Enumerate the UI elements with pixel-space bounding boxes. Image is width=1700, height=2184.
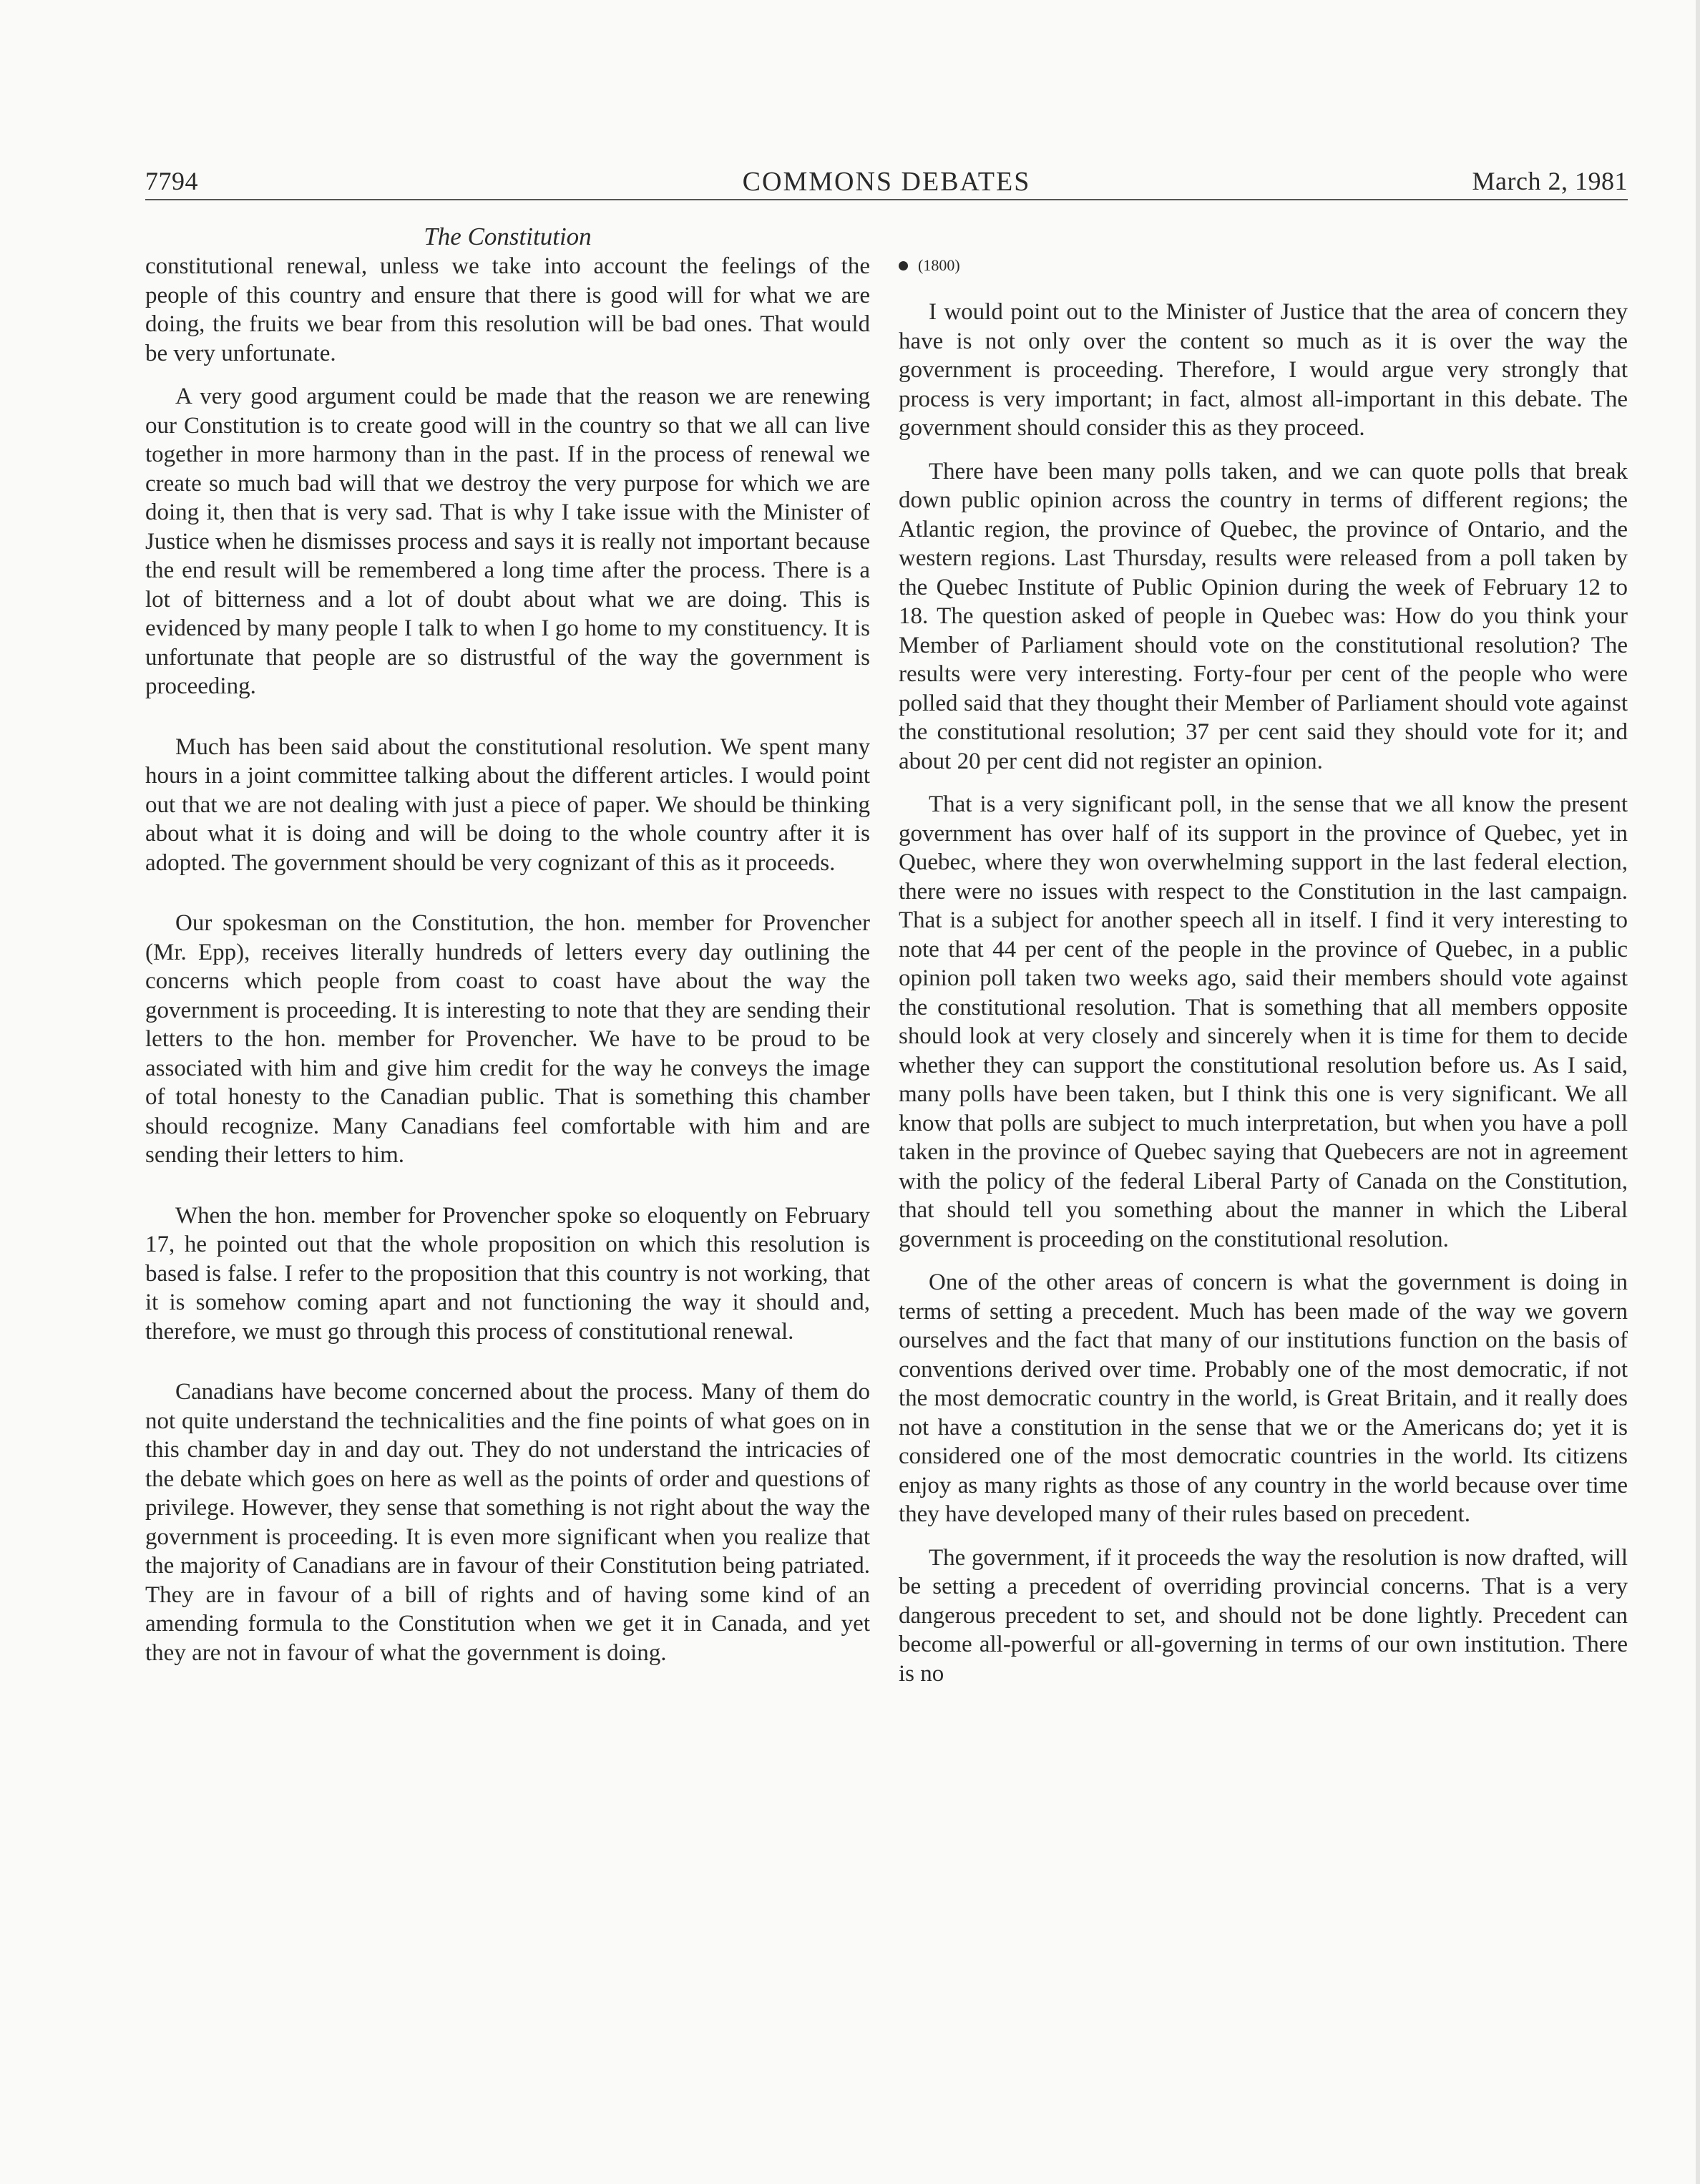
page-edge [1696, 0, 1700, 2184]
page-header [145, 162, 1628, 202]
publication-date: March 2, 1981 [1472, 167, 1628, 195]
paragraph: When the hon. member for Provencher spoke so eloquently on February 17, he pointed out that the whole proposition on which this resolution is based is false. I refer to the proposition that this country is not working, that it is somehow coming apart and not functioning the way it should and, therefore, we must go through this process of constitutional renewal. [145, 1202, 870, 1345]
paragraph: A very good argument could be made that the reason we are renewing our Constitution is to create good will in the country so that we all can live together in more harmony than in the past. If in the process of renewal we create so much bad will that we destroy the very purpose for which we are doing it, then that is very sad. That is why I take issue with the Minister of Justice when he dismisses process and says it is really not important because the end result will be remembered a long time after the process. There is a lot of bitterness and a lot of doubt about what we are doing. This is evidenced by many people I talk to when I go home to my constituency. It is unfortunate that people are so distrustful of the way the government is proceeding. [145, 384, 870, 699]
paragraph: Canadians have become concerned about the process. Many of them do not quite understand the technicalities and the fine points of what goes on in this chamber day in and day out. They do not understand the intricacies of the debate which goes on here as well as the points of order and questions of privilege. However, they sense that something is not right about the way the government is proceeding. It is even more significant when you realize that the majority of Canadians are in favour of their Constitution being patriated. They are in favour of a bill of rights and of having some kind of an amending formula to the Constitution when we get it in Canada, and yet they are not in favour of what the government is doing. [145, 1379, 870, 1666]
section-title: The Constitution [424, 223, 592, 250]
paragraph: Much has been said about the constitutional resolution. We spent many hours in a joint committee talking about the different articles. I would point out that we are not dealing with just a piece of paper. We should be thinking about what it is doing and will be doing to the whole country after it is adopted. The government should be very cognizant of this as it proceeds. [145, 733, 870, 876]
bullet-icon [899, 261, 908, 270]
time-marker [899, 255, 1628, 276]
right-column [899, 215, 1628, 1688]
paragraph: One of the other areas of concern is what the government is doing in terms of setting a precedent. Much has been made of the way we govern ourselves and the fact that many of our institutions function on the basis of conventions derived over time. Probably one of the most democratic, if not the most democratic country in the world, is Great Britain, and it really does not have a constitution in the sense that we or the Americans do; yet it is considered one of the most democratic countries in the world. Its citizens enjoy as many rights as those of any country in the world because over time they have developed many of their rules based on precedent. [899, 1269, 1628, 1527]
time-marker-text: (1800) [918, 256, 960, 274]
paragraph: constitutional renewal, unless we take into account the feelings of the people of this country and ensure that there is good will for what we are doing, the fruits we bear from this resolution will be bad ones. That would be very unfortunate. [145, 253, 870, 366]
paragraph: The government, if it proceeds the way the resolution is now drafted, will be setting a precedent of overriding provincial concerns. That is a very dangerous precedent to set, and should not be done lightly. Precedent can become all-powerful or all-governing in terms of our own institution. There is no [899, 1544, 1628, 1687]
paragraph: That is a very significant poll, in the sense that we all know the present government has over half of its support in the province of Quebec, yet in Quebec, where they won overwhelming support in the last federal election, there were no issues with respect to the Constitution in the last campaign. That is a subject for another speech all in itself. I find it very interesting to note that 44 per cent of the people in the province of Quebec, in a public opinion poll taken two weeks ago, said their members should vote against the constitutional resolution. That is something that all members opposite should look at very closely and sincerely when it is time for them to decide whether they can support the constitutional resolution before us. As I said, many polls have been taken, but I think this one is very significant. We all know that polls are subject to much interpretation, but when you have a poll taken in the province of Quebec saying that Quebecers are not in agreement with the policy of the federal Liberal Party of Canada on the Constitution, that should tell you something about the manner in which the Liberal government is proceeding on the constitutional resolution. [899, 791, 1628, 1252]
paragraph: There have been many polls taken, and we can quote polls that break down public opinion across the country in terms of different regions; the Atlantic region, the province of Quebec, the province of Ontario, and the western regions. Last Thursday, results were released from a poll taken by the Quebec Institute of Public Opinion during the week of February 12 to 18. The question asked of people in Quebec was: How do you think your Member of Parliament should vote on the constitutional resolution? The results were very interesting. Forty-four per cent of the people who were polled said that they thought their Member of Parliament should vote against the constitutional resolution; 37 per cent said they should vote for it; and about 20 per cent did not register an opinion. [899, 458, 1628, 774]
paragraph: Our spokesman on the Constitution, the hon. member for Provencher (Mr. Epp), receives literally hundreds of letters every day outlining the concerns which people from coast to coast have about the way the government is proceeding. It is interesting to note that they are sending their letters to the hon. member for Provencher. We have to be proud to be associated with him and give him credit for the way he conveys the image of total honesty to the Canadian public. That is something this chamber should recognize. Many Canadians feel comfortable with him and are sending their letters to him. [145, 910, 870, 1168]
header-rule [145, 199, 1628, 200]
left-column [145, 215, 870, 1667]
page-number: 7794 [145, 167, 198, 195]
publication-title: COMMONS DEBATES [742, 167, 1031, 197]
paragraph: I would point out to the Minister of Justice that the area of concern they have is not only over the content so much as it is over the way the government is proceeding. Therefore, I would argue very strongly that process is very important; in fact, almost all-important in this debate. The government should consider this as they proceed. [899, 299, 1628, 441]
